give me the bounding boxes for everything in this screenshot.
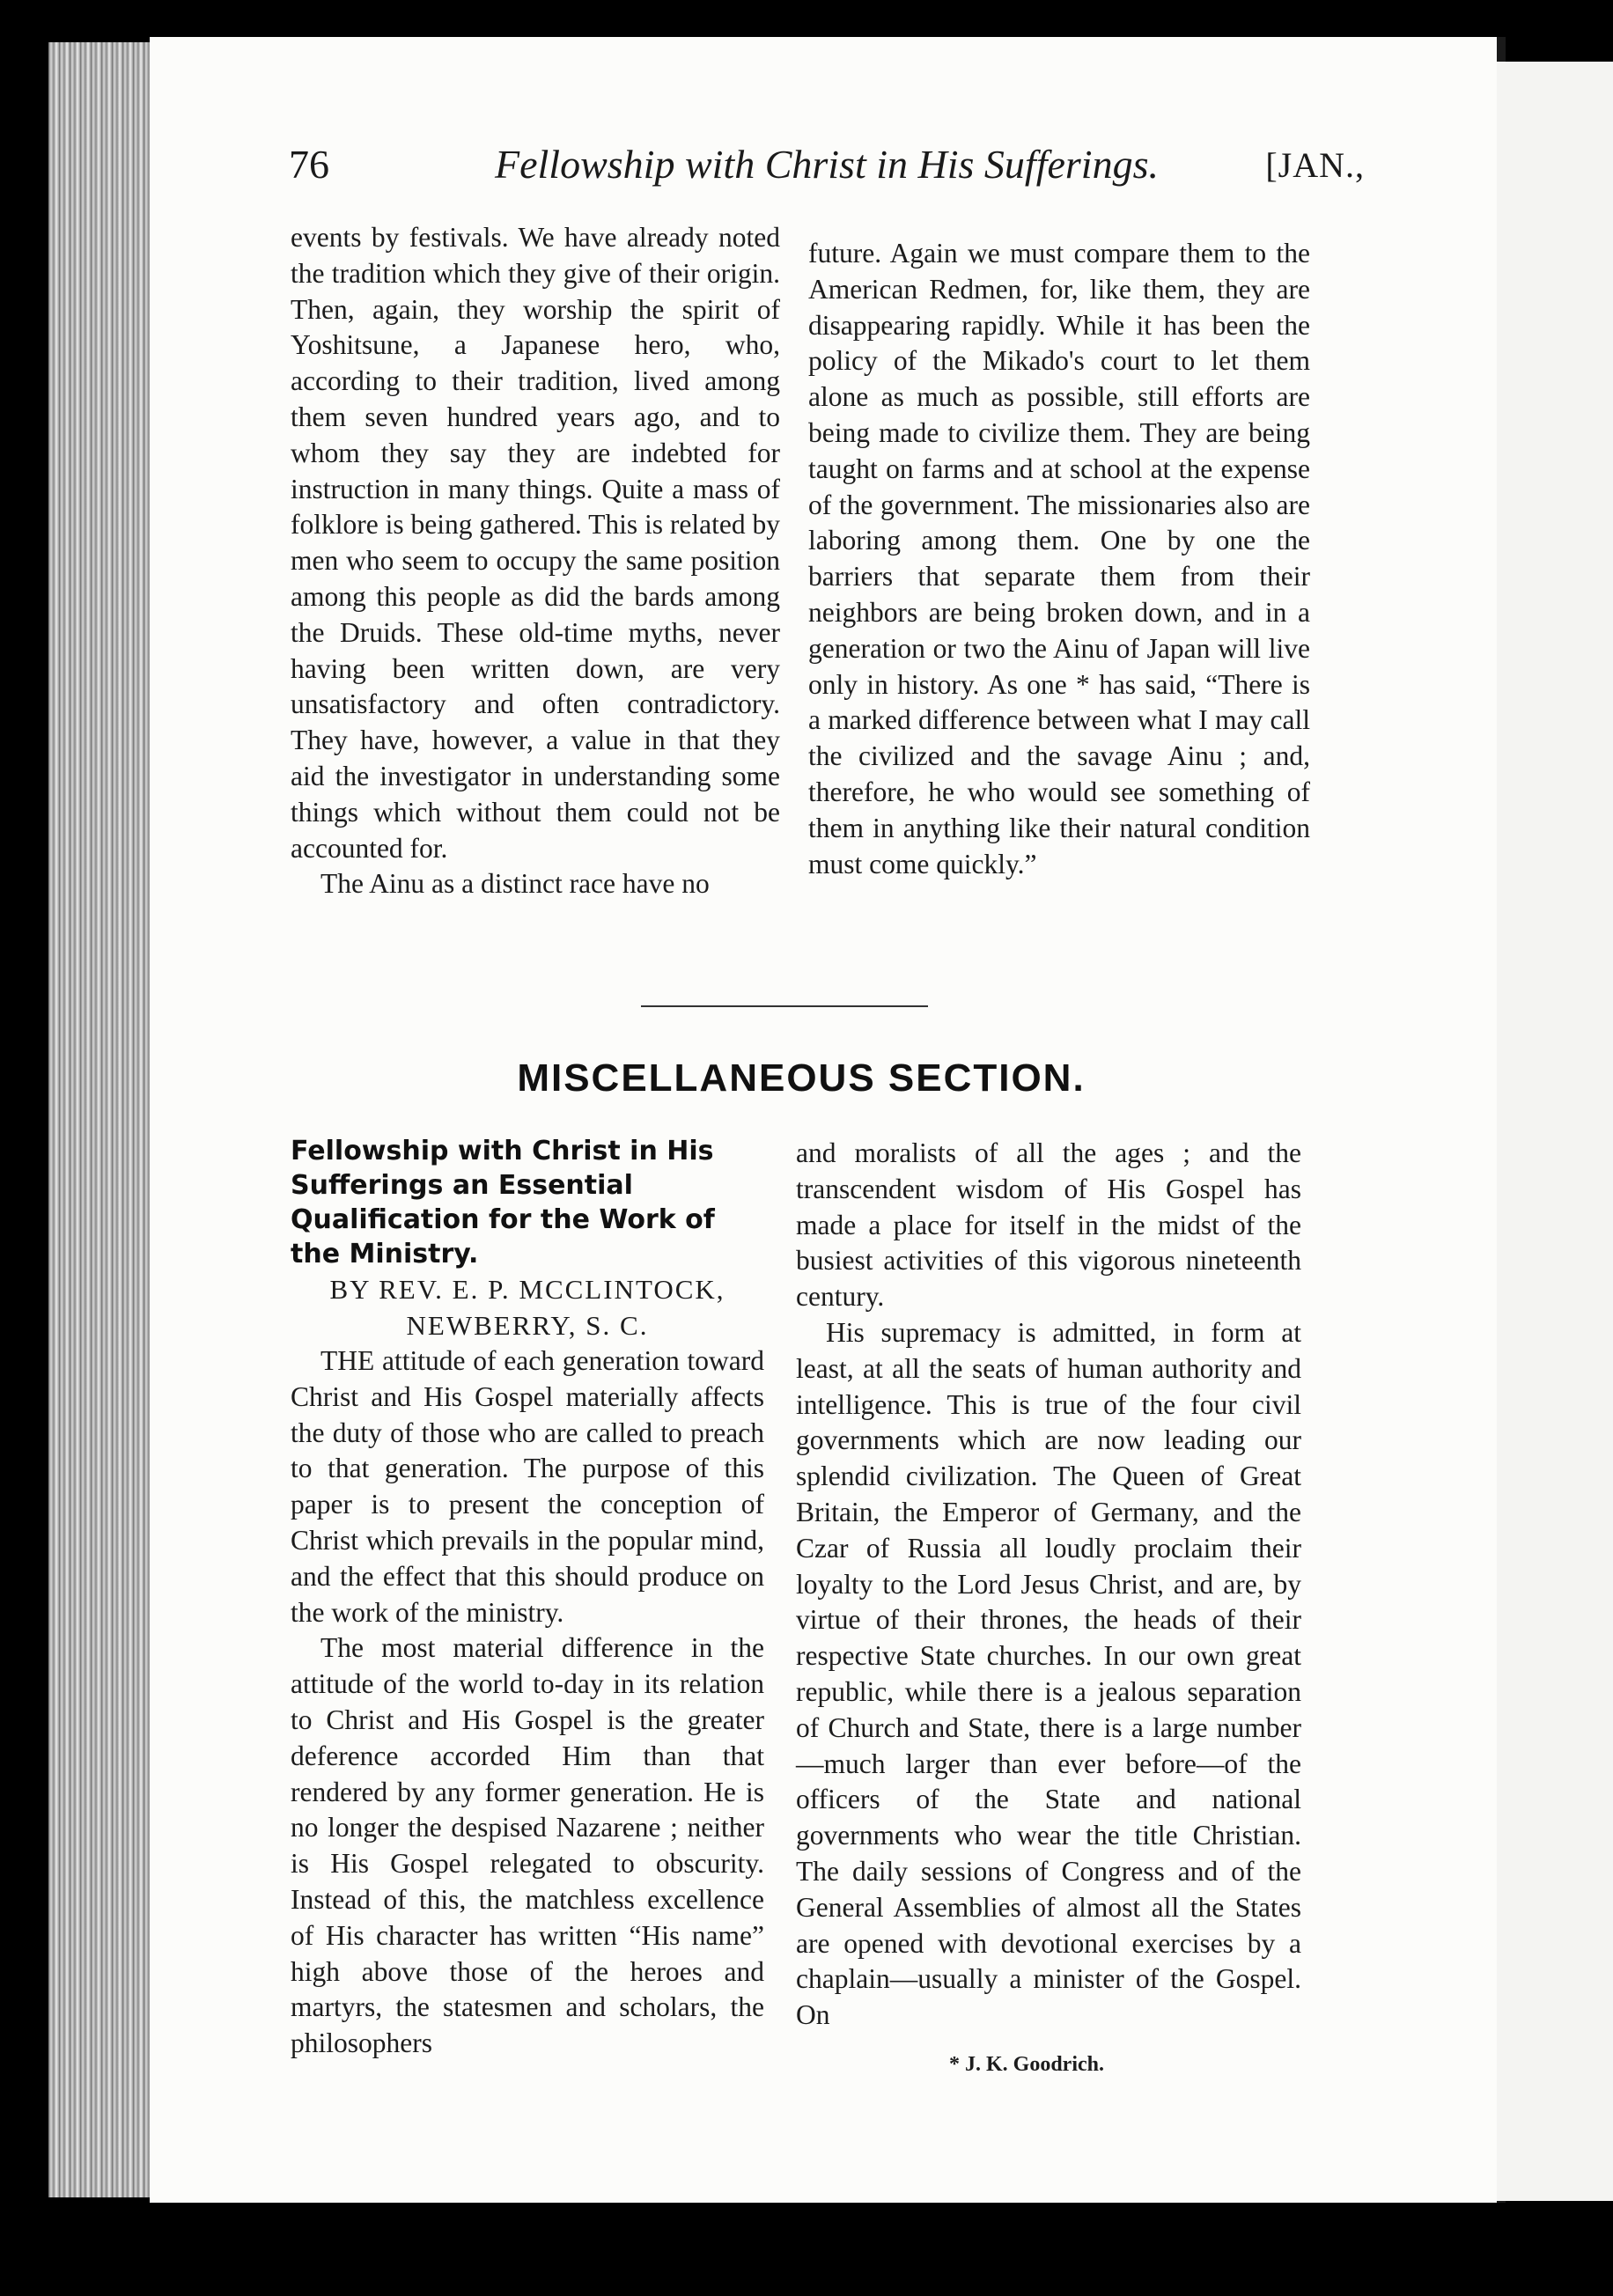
paragraph: The most material difference in the attitude of the world to-day in its relation to Christ and His Gospel is the greater deference accorded Him than that rendered by any former generation. He is no longer the despised Nazarene ; neither is His Gospel relegated to obscurity. Instead of this, the matchless excellence of His character has written “His name” high above those of the heroes and martyrs, the statesmen and scholars, the philosophers [291,1632,764,2059]
running-date: [JAN., [1265,145,1365,185]
running-head [289,141,1365,202]
facing-page-strip [1497,62,1613,2201]
article-byline: BY REV. E. P. MCCLINTOCK, NEWBERRY, S. C. [329,1274,725,1341]
section-title: MISCELLANEOUS SECTION. [517,1056,1086,1100]
section-divider [641,1005,928,1007]
article-left-column [291,1134,764,2062]
paragraph: THE attitude of each generation toward Christ and His Gospel materially affects the duty of those who are called to preach to that generation. The purpose of this paper is to present the conception of Christ which prevails in the popular mind, and the effect that this should produce on the work of the ministry. [291,1345,764,1628]
paragraph: and moralists of all the ages ; and the transcendent wisdom of His Gospel has made a place for itself in the midst of the busiest activities of this vigorous nineteenth century. [796,1137,1301,1313]
page-edges [48,42,154,2197]
previous-article-left-column [291,220,780,902]
paragraph: The Ainu as a distinct race have no [320,868,710,900]
paragraph: events by festivals. We have already noted the tradition which they give of their origin. Then, again, they worship the spirit of Yoshitsune, a Japanese hero, who, according to their tradition, lived among them seven hundred years ago, and to whom they say they are indebted for instruction in many things. Quite a mass of folklore is being gathered. This is related by men who seem to occupy the same position among this people as did the bards among the Druids. These old-time myths, never having been written down, are very unsatisfactory and often contradictory. They have, however, a value in that they aid the investigator in understanding some things which without them could not be accounted for. [291,222,780,864]
article-right-column [796,1136,1301,2034]
running-title: Fellowship with Christ in His Sufferings. [495,142,1159,187]
paragraph: His supremacy is admitted, in form at least, at all the seats of human authority and intelligence. This is true of the four civil governments which are now leading our splendid civilization. The Queen of Great Britain, the Emperor of Germany, and the Czar of Russia all loudly proclaim their loyalty to the Lord Jesus Christ, and are, by virtue of their thrones, the heads of their respective State churches. In our own great republic, while there is a jealous separation of Church and State, there is a large number—much larger than ever before—of the officers of the State and national governments who wear the title Christian. The daily sessions of Congress and of the General Assemblies of almost all the States are opened with devotional exercises by a chaplain—usually a minister of the Gospel. On [796,1316,1301,2031]
footnote: * J. K. Goodrich. [949,2053,1105,2076]
previous-article-right-column [808,236,1310,882]
paragraph: future. Again we must compare them to the American Redmen, for, like them, they are disappearing rapidly. While it has been the policy of the Mikado's court to let them alone as much as possible, still efforts are being made to civilize them. They are being taught on farms and at school at the expense of the government. The missionaries also are laboring among them. One by one the barriers that separate them from their neighbors are being broken down, and in a generation or two the Ainu of Japan will live only in history. As one * has said, “There is a marked difference between what I may call the civilized and the savage Ainu ; and, therefore, he who would see something of them in anything like their natural condition must come quickly.” [808,238,1310,879]
article-title: Fellowship with Christ in His Sufferings an Essential Qualification for the Work of the Ministry. [291,1136,715,1269]
page-number: 76 [289,142,329,187]
